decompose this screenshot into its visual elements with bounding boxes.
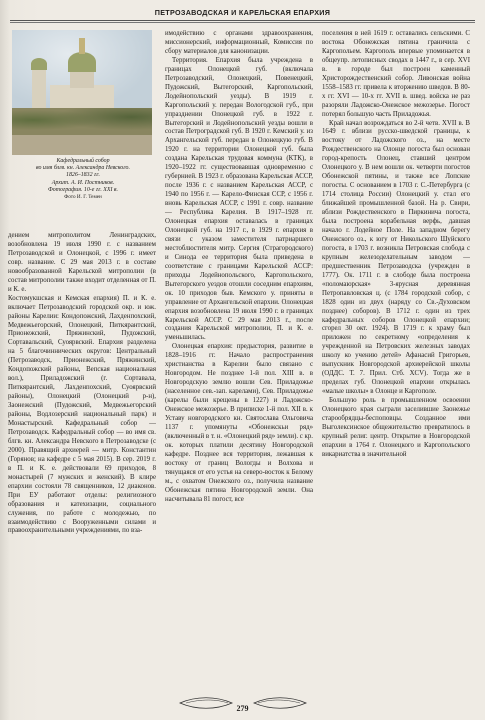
photo-ground — [12, 135, 152, 155]
header-rule-thin — [10, 22, 475, 23]
page-number: 279 — [236, 704, 249, 713]
paragraph: Костомукшская и Кемская епархия) П. и К. е. включает Петрозаводский городской окр. и юж. районы Карелии: Кондопожский, Лахденпохский, Медвежьегорский, Олонецкий, Питкярантский, Прионежский, Пряжинский, Пудожский, Сортавальский, Суоярвский. Епархия разделена на 5 благочиннических округов: Центральный (Петрозаводск, Прионежский, Пряжинский, Кондопожский районы, Вепская национальная вол.), Приладожский (г. Сортавала, Питкярантский, Лахденпохский, Суоярвский районы), Олонецкий (Олонецкий р-н), Заонежский (Пудожский, Медвежьегорский районы, Водлозерский национальный парк) и Монастырский. Кафедральный собор — Петрозаводск. Кафедральный собор — во имя св. блгв. кн. Александра Невского в Петрозаводске (с 2000). Правящий архиерей — митр. Константин (Горянов; на кафедре с 5 мая 2015). В сер. 2019 г. в П. и К. е. действовали 69 приходов, 8 монастырей (7 мужских и женский). В клире епархии состояли 78 священников, 12 диаконов. При ЕУ работают отделы: религиозного образования и катехизации, социального служения, по работе с молодежью, по взаимодействию с Вооруженными силами и правоохранительными учреждениями, по вза- — [8, 294, 156, 535]
column-3 — [322, 30, 470, 460]
caption-line: Архит. А. И. Постников. — [51, 179, 115, 186]
caption-line: 1826–1832 гг. — [66, 172, 100, 179]
caption-line: во имя блгв. кн. Александра Невского. — [36, 165, 130, 172]
paragraph: дением митрополитом Ленинградских, возобновлена 19 июля 1990 г. с названием Петрозаводской и Олонецкой, с 1996 г. имеет совр. название. С 29 мая 2013 г. в составе новообразованной Карельской митрополии (в состав митрополии также входит отделенная от П. и К. е. — [8, 232, 156, 293]
paragraph: поселения в ней 1619 г. оставались сельскими. С востока Обонежская пятина граничила с Каргопольем. Каргополь впервые упоминается в общеупр. летописных сводах в 1447 г., в сер. XVI в. в городе был построен каменный Христорождественский собор. Ливонская война 1558–1583 гг. привела к вторжению шведов. В 80-х гг. XVI — 10-х гг. XVII в. швед. войска не раз разоряли Ладожско-Онежское межозерье. Погост потерял большую часть Приладожья. — [322, 30, 470, 118]
figure-caption — [8, 158, 158, 201]
cathedral-photo — [12, 30, 152, 155]
photo-bell-tower-cap — [31, 58, 47, 70]
caption-line: Фотография. 10-е гг. XXI в. — [48, 186, 118, 193]
photo-trees — [12, 108, 152, 138]
column-2 — [165, 30, 313, 505]
photo-credit: Фото И. Г. Темен — [64, 194, 102, 201]
paragraph: Край начал возрождаться во 2-й четв. XVII в. В 1649 г. вблизи русско-шведской границы, к востоку от Ладожского оз., на месте Рождественского на Олонце погоста был основан город-крепость Олонец, ставший центром Олонецкого у. В нем вошли ок. четверти погостов Обонежской пятины, и также все Лопские погосты. С основанием в 1703 г. С.-Петербурга (с 1714 столица России) Олонецкий у. стал его ближайшей промышленной базой. На р. Свири, вблизи Рождественского в Пиркинича погоста, была построена корабельная верфь, давшая начало г. Лодейное Поле. На западном берегу Онежского оз., к югу от Никольского Шуйского погоста, в 1703 г. возникла Петровская слобода с крупным железоделательным заводом — предшественник Петрозаводска (учрежден в 1777). Ок. 1711 г. в слободе была построена «поломаюрская» 3-ярусная деревянная Петропавловская ц. (с 1784 городской собор, с 1828 один из двух (наряду со Св.-Духовском позднее) соборов). В 1712 г. один из трех кафедральных соборов Олонецкой епархии; сгорел 30 окт. 1924). В 1719 г. к храму был приложен по секретному «определения к учрежденной на Петровских железных заводах школу ко учению детей» Афанасий Григорьев, выпускник Новгородской архиерейской школы (ОДДС. Т. 7. Прил. Стб. XCV). Тогда же в пределах губ. Олонецкой епархии открылась «малые школы» в Олонце и Каргополе. — [322, 119, 470, 396]
running-title: ПЕТРОЗАВОДСКАЯ И КАРЕЛЬСКАЯ ЕПАРХИЯ — [154, 8, 331, 17]
paragraph: Большую роль в промышленном освоении Олонецкого края сыграли заселившие Заонежье старообрядцы-беспоповцы. Созданное ими Выголексинское общежительство превратилось в крупный религ. центр. Открытие в Новгородской епархии в 1764 г. Олонецкого и Каргопольского викариатства в значительной — [322, 397, 470, 458]
header-rule — [10, 20, 475, 21]
paragraph-olonets-eparchy: Олонецкая епархия: предыстория, развитие в 1828–1916 гг. Начало распространения христианства в Карелии было связано с Новгородом. Не позднее 1-й пол. XIII в. в Новгородскую землю вошли Сев. Приладожье (населенное сев.-зап. карелами), Сев. Приладожье (карелы были крещены в 1227) и Ладожско-Онежское межозерье. В приписке 1-й пол. XII в. к Уставу новгородского кн. Святослава Ольговича 1137 г. упомянуты «Обонежскьи ряд» (включенный в т. н. «Олонецкий ряд» земли). с кр. ок. которых платили десятину Новгородской кафедре. Позднее вся территория, лежавшая к востоку от границ Вологды и Волхова и тянущаяся от его устья на северо-восток к Белому м., с охватом Онежского оз., получила название Обонежская пятина Новгородской земли. Она насчитывала 81 погост, все — [165, 343, 313, 503]
paragraph: имодействию с органами здравоохранения, миссионерский, информационный, Комиссия по сбору материалов для канонизации. — [165, 30, 313, 55]
paragraph-territory: Территория. Епархия была учреждена в границах Олонецкой губ. (включала Петрозаводский, Олонецкий, Повенецкий, Пудожский, Вытегорский, Каргопольский, Лодейнопольский уезды). В 1919 г. Каргопольский у. передан Вологодской губ., при упразднении Олонецкой губ. в 1922 г. Вытегорский и Лодейнопольский уезды вошли в состав Петроградской губ. В 1920 г. Кемский у. из Архангельской губ. передан в Олонецкую губ. В 1920 г. на территории Олонецкой губ. была создана Карельская трудовая коммуна (КТК), в 1920–1922 гг. существовавшая одновременно с губернией. В 1923 г. образована Карельская АССР, после 1936 г. с названием Карельская АССР, с 1940 по 1956 г. — Карело-Финская ССР, с 1956 г. вновь Карельская АССР, с 1991 г. совр. название — Республика Карелия. В 1917–1928 гг. Олонецкая епархия оставалась в границах Олонецкой губ. на 1917 г., в 1929 г. епархия в связи с указом заместителя патриаршего местоблюстителя митр. Сергия (Страгородского) и Синода ее территория была приведена в соответствие с границами Карельской АССР: приходы Лодейнопольского, Каргопольского, Вытегорского уездов отошли соседним епархиям, ок. 10 приходов быв. Кемского у. приняты в управление от Архангельской епархии. Олонецкая епархия возобновлена 19 июля 1990 г. в границах Карельской АССР. С 29 мая 2013 г., после создания Карельской митрополии, П. и К. е. уменьшилась. — [165, 56, 313, 342]
photo-cathedral-dome — [68, 52, 96, 72]
column-1 — [8, 232, 156, 536]
caption-line: Кафедральный собор — [56, 158, 110, 164]
photo-lantern — [79, 38, 85, 54]
